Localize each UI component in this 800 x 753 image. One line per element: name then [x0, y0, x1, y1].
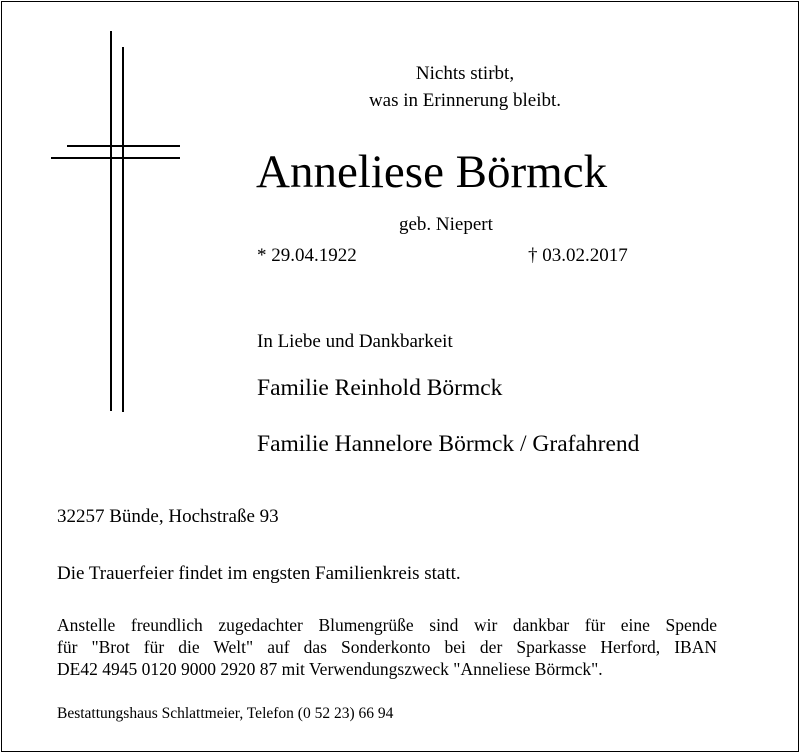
- quote-line-1: Nichts stirbt,: [415, 63, 515, 84]
- mourners-intro: In Liebe und Dankbarkeit: [257, 331, 453, 352]
- ceremony-note: Die Trauerfeier findet im engsten Familienkreis statt.: [57, 563, 461, 584]
- donation-note: [57, 614, 717, 680]
- donation-line-1: Anstelle freundlich zugedachter Blumengrüße sind wir dankbar für eine Spende: [57, 615, 717, 635]
- memorial-quote: [300, 60, 630, 114]
- birth-date: * 29.04.1922: [257, 245, 357, 266]
- death-date: † 03.02.2017: [528, 245, 628, 266]
- funeral-home: Bestattungshaus Schlattmeier, Telefon (0 52 23) 66 94: [57, 705, 394, 722]
- maiden-name: geb. Niepert: [399, 214, 493, 235]
- address: 32257 Bünde, Hochstraße 93: [57, 506, 279, 527]
- donation-line-3: DE42 4945 0120 9000 2920 87 mit Verwendungszweck "Anneliese Börmck".: [57, 659, 603, 679]
- mourner-family-2: Familie Hannelore Börmck / Grafahrend: [257, 431, 640, 457]
- mourner-family-1: Familie Reinhold Börmck: [257, 375, 503, 401]
- donation-line-2: für "Brot für die Welt" auf das Sonderkonto bei der Sparkasse Herford, IBAN: [57, 637, 717, 657]
- deceased-name: Anneliese Börmck: [256, 146, 608, 198]
- quote-line-2: was in Erinnerung bleibt.: [368, 90, 562, 111]
